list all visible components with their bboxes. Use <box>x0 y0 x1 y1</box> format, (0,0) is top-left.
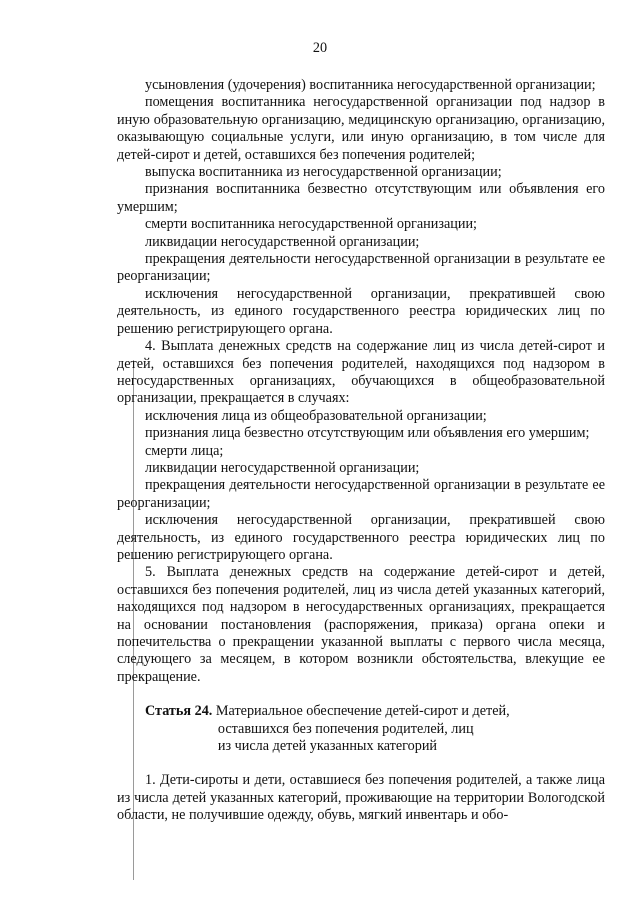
paragraph: выпуска воспитанника из негосударственной организации; <box>145 164 502 181</box>
paragraph: исключения лица из общеобразовательной организации; <box>145 407 487 424</box>
page-number: 20 <box>312 40 328 56</box>
article-number: Статья 24. <box>145 703 216 720</box>
paragraphs-before <box>117 77 605 686</box>
paragraph: ликвидации негосударственной организации; <box>145 459 420 476</box>
paragraph: признания воспитанника безвестно отсутствующим или объявления его умершим; <box>117 181 605 215</box>
article-heading <box>145 703 605 755</box>
article-title-line: Материальное обеспечение детей-сирот и детей, <box>215 703 510 720</box>
paragraphs-after <box>117 772 605 824</box>
paragraph: 1. Дети-сироты и дети, оставшиеся без попечения родителей, а также лица из числа детей указанных категорий, проживающие на территории Вологодской области, не получившие одежду, обувь, мягкий инвентарь и обо- <box>117 772 605 824</box>
paragraph: 5. Выплата денежных средств на содержание детей-сирот и детей, оставшихся без попечения родителей, лиц из числа детей указанных категорий, находящихся под надзором в негосударственных организациях, прекращается на основании постановления (распоряжения, приказа) органа опеки и попечительства о прекращении указанной выплаты с первого числа месяца, следующего за месяцем, в котором возникли обстоятельства, влекущие ее прекращение. <box>117 564 605 685</box>
paragraph: смерти воспитанника негосударственной организации; <box>145 216 477 233</box>
paragraph: прекращения деятельности негосударственной организации в результате ее реорганизации; <box>117 477 605 511</box>
paragraph: исключения негосударственной организации, прекратившей свою деятельность, из единого государственного реестра юридических лиц по решению регистрирующего органа. <box>117 285 605 337</box>
paragraph: признания лица безвестно отсутствующим или объявления его умершим; <box>145 425 590 442</box>
article-title-line: оставшихся без попечения родителей, лиц <box>217 720 474 737</box>
paragraph: исключения негосударственной организации, прекратившей свою деятельность, из единого государственного реестра юридических лиц по решению регистрирующего органа. <box>117 512 605 563</box>
article-title <box>216 703 605 755</box>
paragraph: 4. Выплата денежных средств на содержание лиц из числа детей-сирот и детей, оставшихся без попечения родителей, находящихся под надзором в негосударственных организациях, обучающихся в общеобразовательной организации, прекращается в случаях: <box>117 338 605 407</box>
paragraph: ликвидации негосударственной организации; <box>145 233 420 250</box>
paragraph: смерти лица; <box>145 442 224 459</box>
paragraph: усыновления (удочерения) воспитанника негосударственной организации; <box>145 77 596 93</box>
paragraph: помещения воспитанника негосударственной организации под надзор в иную образовательную организацию, медицинскую организацию, организацию, оказывающую социальные услуги, или иную организацию, в том числе для детей-сирот и детей, оставшихся без попечения родителей; <box>117 94 605 163</box>
paragraph: прекращения деятельности негосударственной организации в результате ее реорганизации; <box>117 251 605 285</box>
document-body <box>117 77 605 825</box>
article-title-line: из числа детей указанных категорий <box>217 738 438 755</box>
